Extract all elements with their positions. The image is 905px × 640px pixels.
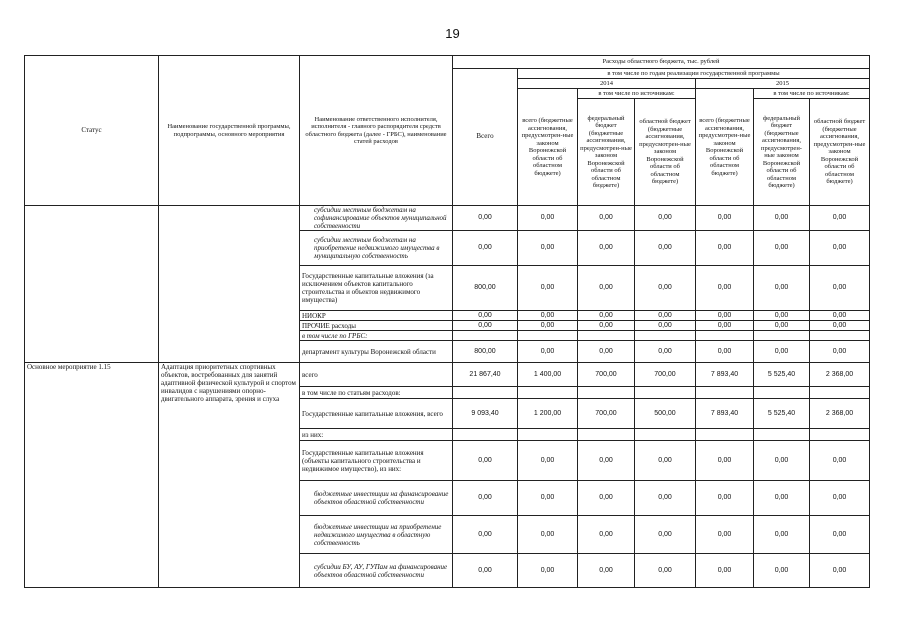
value-cell: 0,00 xyxy=(696,516,754,554)
header-federal-2014: федеральный бюджет (бюджетные ассигнования, предусмотрен-ные законом Воронежской области об областном бюджете) xyxy=(578,99,635,206)
value-cell xyxy=(754,387,810,399)
value-cell: 0,00 xyxy=(518,554,578,588)
table-row xyxy=(25,363,870,387)
row-label: департамент культуры Воронежской области xyxy=(300,341,453,363)
value-cell: 0,00 xyxy=(518,231,578,266)
header-total-2015: всего (бюджетные ассигнования, предусмотрен-ные законом Воронежской области об областном бюджете) xyxy=(696,89,754,206)
value-cell: 0,00 xyxy=(518,441,578,481)
value-cell: 0,00 xyxy=(518,516,578,554)
row-label: субсидии БУ, АУ, ГУПам на финансирование объектов областной собственности xyxy=(300,554,453,588)
value-cell xyxy=(635,331,696,341)
value-cell: 0,00 xyxy=(453,231,518,266)
row-label: Государственные капитальные вложения, всего xyxy=(300,399,453,429)
value-cell xyxy=(518,331,578,341)
measure-status: Основное мероприятие 1.15 xyxy=(25,363,159,588)
value-cell: 5 525,40 xyxy=(754,363,810,387)
value-cell xyxy=(578,429,635,441)
header-executor: Наименование ответственного исполнителя, исполнителя - главного распорядителя средств областного бюджета (далее - ГРБС), наименование статей расходов xyxy=(300,56,453,206)
value-cell xyxy=(635,387,696,399)
value-cell: 0,00 xyxy=(453,554,518,588)
value-cell: 2 368,00 xyxy=(810,399,870,429)
value-cell: 0,00 xyxy=(578,311,635,321)
value-cell: 0,00 xyxy=(518,341,578,363)
header-status: Статус xyxy=(25,56,159,206)
value-cell: 0,00 xyxy=(754,481,810,516)
value-cell xyxy=(453,387,518,399)
budget-table xyxy=(24,55,870,588)
value-cell: 0,00 xyxy=(578,231,635,266)
header-regional-2015: областной бюджет (бюджетные ассигнования, предусмотрен-ные законом Воронежской области об областном бюджете) xyxy=(810,99,870,206)
value-cell: 21 867,40 xyxy=(453,363,518,387)
row-label: из них: xyxy=(300,429,453,441)
value-cell: 0,00 xyxy=(518,266,578,311)
value-cell xyxy=(696,387,754,399)
value-cell xyxy=(453,429,518,441)
value-cell: 0,00 xyxy=(810,481,870,516)
value-cell xyxy=(518,387,578,399)
value-cell: 0,00 xyxy=(810,516,870,554)
value-cell: 0,00 xyxy=(810,206,870,231)
value-cell: 0,00 xyxy=(696,441,754,481)
value-cell: 1 200,00 xyxy=(518,399,578,429)
value-cell: 0,00 xyxy=(635,516,696,554)
row-label: субсидии местным бюджетам на софинансирование объектов муниципальной собственности xyxy=(300,206,453,231)
value-cell xyxy=(578,387,635,399)
value-cell: 700,00 xyxy=(635,363,696,387)
value-cell: 0,00 xyxy=(578,554,635,588)
status-cell-empty xyxy=(25,206,159,363)
value-cell: 0,00 xyxy=(810,311,870,321)
row-label: бюджетные инвестиции на приобретение недвижимого имущества в областную собственность xyxy=(300,516,453,554)
row-label: в том числе по статьям расходов: xyxy=(300,387,453,399)
value-cell: 0,00 xyxy=(810,266,870,311)
value-cell: 0,00 xyxy=(635,481,696,516)
value-cell: 0,00 xyxy=(453,516,518,554)
value-cell: 0,00 xyxy=(696,321,754,331)
row-label: Государственные капитальные вложения (объекты капитального строительства и недвижимое имущество), из них: xyxy=(300,441,453,481)
value-cell: 800,00 xyxy=(453,266,518,311)
value-cell: 0,00 xyxy=(810,441,870,481)
value-cell: 0,00 xyxy=(696,554,754,588)
value-cell xyxy=(578,331,635,341)
value-cell: 0,00 xyxy=(635,206,696,231)
program-cell-empty xyxy=(159,206,300,363)
value-cell: 0,00 xyxy=(754,516,810,554)
value-cell: 0,00 xyxy=(696,231,754,266)
header-row-1 xyxy=(25,56,870,69)
value-cell: 0,00 xyxy=(696,481,754,516)
value-cell: 0,00 xyxy=(578,481,635,516)
value-cell: 700,00 xyxy=(578,363,635,387)
value-cell: 0,00 xyxy=(754,231,810,266)
value-cell: 0,00 xyxy=(810,341,870,363)
value-cell: 5 525,40 xyxy=(754,399,810,429)
row-label: в том числе по ГРБС: xyxy=(300,331,453,341)
value-cell: 1 400,00 xyxy=(518,363,578,387)
row-label: НИОКР xyxy=(300,311,453,321)
value-cell: 0,00 xyxy=(754,206,810,231)
value-cell: 0,00 xyxy=(635,554,696,588)
row-label: всего xyxy=(300,363,453,387)
value-cell xyxy=(696,331,754,341)
header-year-2014: 2014 xyxy=(518,79,696,89)
value-cell: 0,00 xyxy=(635,341,696,363)
value-cell: 0,00 xyxy=(754,554,810,588)
value-cell: 0,00 xyxy=(696,266,754,311)
value-cell: 7 893,40 xyxy=(696,399,754,429)
value-cell xyxy=(696,429,754,441)
value-cell xyxy=(754,429,810,441)
value-cell xyxy=(754,331,810,341)
header-regional-2014: областной бюджет (бюджетные ассигнования, предусмотрен-ные законом Воронежской области об областном бюджете) xyxy=(635,99,696,206)
header-expenses: Расходы областного бюджета, тыс. рублей xyxy=(453,56,870,69)
header-year-2015: 2015 xyxy=(696,79,870,89)
value-cell: 0,00 xyxy=(754,266,810,311)
value-cell: 0,00 xyxy=(696,341,754,363)
value-cell: 0,00 xyxy=(635,311,696,321)
value-cell: 0,00 xyxy=(453,481,518,516)
value-cell: 0,00 xyxy=(810,231,870,266)
value-cell: 0,00 xyxy=(518,206,578,231)
value-cell: 0,00 xyxy=(696,206,754,231)
value-cell: 800,00 xyxy=(453,341,518,363)
value-cell xyxy=(518,429,578,441)
header-sources-2014: в том числе по источникам: xyxy=(578,89,696,99)
value-cell xyxy=(635,429,696,441)
value-cell: 0,00 xyxy=(635,266,696,311)
header-by-years: в том числе по годам реализации государственной программы xyxy=(518,69,870,79)
row-label: субсидии местным бюджетам на приобретение недвижимого имущества в муниципальную собственность xyxy=(300,231,453,266)
value-cell xyxy=(810,331,870,341)
value-cell xyxy=(810,387,870,399)
value-cell: 0,00 xyxy=(696,311,754,321)
value-cell: 0,00 xyxy=(635,321,696,331)
value-cell: 2 368,00 xyxy=(810,363,870,387)
value-cell: 0,00 xyxy=(754,441,810,481)
value-cell: 0,00 xyxy=(518,321,578,331)
header-federal-2015: федеральный бюджет (бюджетные ассигнования, предусмотрен-ные законом Воронежской области об областном бюджете) xyxy=(754,99,810,206)
value-cell: 0,00 xyxy=(754,311,810,321)
value-cell: 0,00 xyxy=(578,341,635,363)
value-cell: 0,00 xyxy=(810,554,870,588)
row-label: бюджетные инвестиции на финансирование объектов областной собственности xyxy=(300,481,453,516)
value-cell: 0,00 xyxy=(578,441,635,481)
value-cell: 0,00 xyxy=(754,321,810,331)
value-cell: 0,00 xyxy=(635,231,696,266)
value-cell: 0,00 xyxy=(635,441,696,481)
value-cell: 0,00 xyxy=(518,481,578,516)
header-total: Всего xyxy=(453,69,518,206)
value-cell: 0,00 xyxy=(810,321,870,331)
value-cell: 0,00 xyxy=(754,341,810,363)
table-row xyxy=(25,206,870,231)
value-cell: 0,00 xyxy=(578,206,635,231)
row-label: ПРОЧИЕ расходы xyxy=(300,321,453,331)
value-cell: 0,00 xyxy=(453,441,518,481)
header-sources-2015: в том числе по источникам: xyxy=(754,89,870,99)
value-cell: 9 093,40 xyxy=(453,399,518,429)
header-total-2014: всего (бюджетные ассигнования, предусмотрен-ные законом Воронежской области об областном бюджете) xyxy=(518,89,578,206)
value-cell: 500,00 xyxy=(635,399,696,429)
measure-program: Адаптация приоритетных спортивных объектов, востребованных для занятий адаптивной физической культурой и спортом инвалидов с нарушениями опорно-двигательного аппарата, зрения и слуха xyxy=(159,363,300,588)
value-cell xyxy=(810,429,870,441)
value-cell: 0,00 xyxy=(578,266,635,311)
value-cell: 0,00 xyxy=(453,206,518,231)
value-cell xyxy=(453,331,518,341)
value-cell: 0,00 xyxy=(453,311,518,321)
page-number: 19 xyxy=(445,26,460,41)
value-cell: 7 893,40 xyxy=(696,363,754,387)
row-label: Государственные капитальные вложения (за исключением объектов капитального строительства и объектов недвижимого имущества) xyxy=(300,266,453,311)
value-cell: 700,00 xyxy=(578,399,635,429)
header-program: Наименование государственной программы, подпрограммы, основного мероприятия xyxy=(159,56,300,206)
value-cell: 0,00 xyxy=(453,321,518,331)
value-cell: 0,00 xyxy=(578,321,635,331)
value-cell: 0,00 xyxy=(518,311,578,321)
value-cell: 0,00 xyxy=(578,516,635,554)
